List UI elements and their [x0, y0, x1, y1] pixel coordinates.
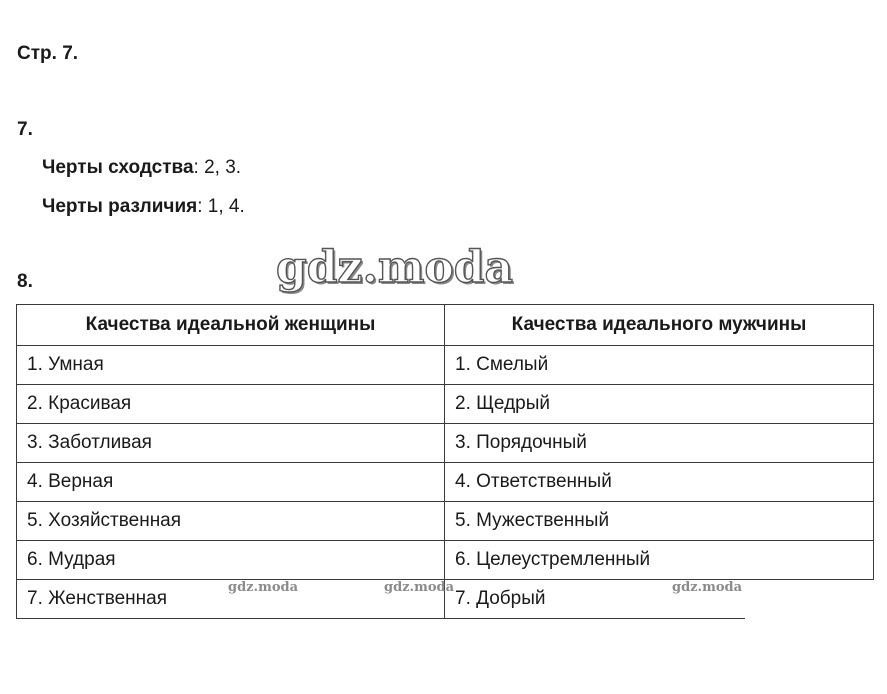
table-row — [17, 541, 874, 580]
men-quality-cell: 3. Порядочный — [445, 424, 874, 463]
table-row — [17, 502, 874, 541]
difference-line — [42, 196, 245, 218]
qualities-table — [16, 304, 874, 619]
table-row — [17, 346, 874, 385]
similarity-line — [42, 157, 241, 179]
women-quality-cell: 1. Умная — [17, 346, 445, 385]
table-row — [17, 463, 874, 502]
women-quality-cell: 7. Женственная — [17, 580, 445, 619]
header-men-qualities: Качества идеального мужчины — [445, 305, 874, 346]
women-quality-cell: 3. Заботливая — [17, 424, 445, 463]
men-quality-cell: 2. Щедрый — [445, 385, 874, 424]
header-women-qualities: Качества идеальной женщины — [17, 305, 445, 346]
table-header-row — [17, 305, 874, 346]
men-quality-cell: 1. Смелый — [445, 346, 874, 385]
watermark-small: gdz.moda — [384, 580, 455, 595]
women-quality-cell: 4. Верная — [17, 463, 445, 502]
table-row — [17, 424, 874, 463]
men-quality-cell: 5. Мужественный — [445, 502, 874, 541]
men-quality-cell: 6. Целеустремленный — [445, 541, 874, 580]
women-quality-cell: 2. Красивая — [17, 385, 445, 424]
women-quality-cell: 6. Мудрая — [17, 541, 445, 580]
difference-term: Черты различия — [42, 196, 198, 217]
men-quality-cell: 7. Добрый — [445, 580, 874, 619]
similarity-term: Черты сходства — [42, 157, 194, 178]
table-row — [17, 385, 874, 424]
women-quality-cell: 5. Хозяйственная — [17, 502, 445, 541]
page-label: Стр. 7. — [17, 43, 79, 64]
watermark-small: gdz.moda — [228, 580, 299, 595]
similarity-value: : 2, 3. — [193, 157, 242, 178]
watermark-logo: gdz.moda — [276, 242, 514, 293]
task-8-number: 8. — [17, 271, 33, 292]
table-bottom-gap — [745, 612, 875, 620]
difference-value: : 1, 4. — [197, 196, 245, 217]
men-quality-cell: 4. Ответственный — [445, 463, 874, 502]
task-7-number: 7. — [17, 119, 33, 140]
watermark-small: gdz.moda — [672, 580, 743, 595]
